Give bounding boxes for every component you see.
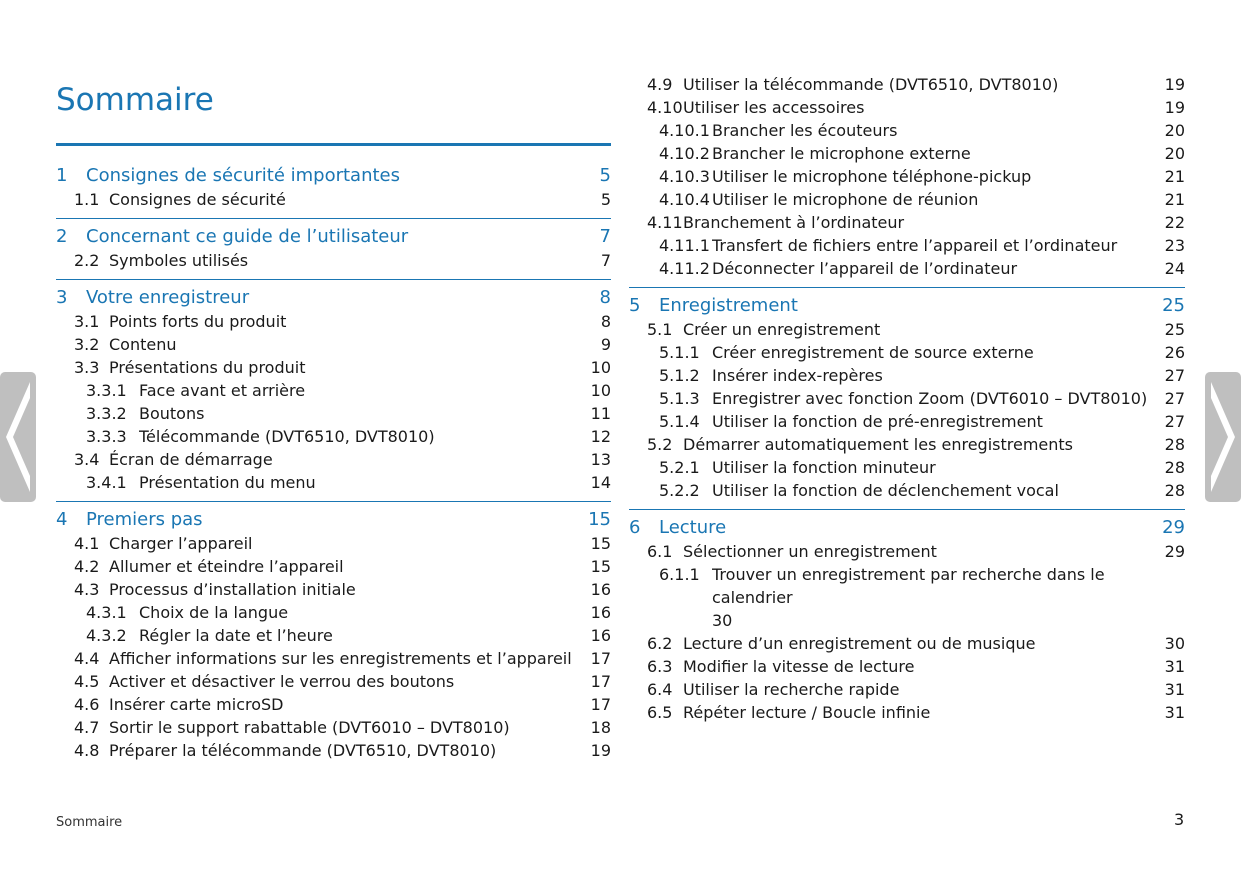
entry-title: Enregistrement [659,295,798,316]
entry-page: 29 [1162,517,1185,538]
entry-number: 3.4.1 [86,473,127,492]
entry-title: Sortir le support rabattable (DVT6010 – DVT8010) [109,718,510,737]
entry-number: 4.11.1 [659,236,710,255]
entry-title: Lecture [659,517,727,538]
toc-subentry[interactable] [629,364,1185,387]
entry-title: Régler la date et l’heure [139,626,333,645]
entry-title: Choix de la langue [139,603,289,622]
entry-title: Concernant ce guide de l’utilisateur [86,226,409,247]
toc-entry[interactable] [56,555,611,578]
toc-entry[interactable] [56,310,611,333]
entry-number: 3.3 [74,358,100,377]
entry-number: 6.5 [647,703,673,722]
toc-chapter-entry[interactable] [629,516,1185,540]
toc-entry[interactable] [629,96,1185,119]
entry-title: Face avant et arrière [139,381,306,400]
entry-page: 12 [590,427,611,446]
entry-title: Trouver un enregistrement par recherche dans le calendrier [712,565,1105,607]
entry-title: Insérer index-repères [712,366,883,385]
toc-subentry[interactable] [629,341,1185,364]
entry-page: 30 [1164,634,1185,653]
toc-entry[interactable] [56,647,611,670]
entry-page: 28 [1164,435,1185,454]
prev-page-button[interactable] [0,372,36,502]
entry-title: Brancher les écouteurs [712,121,898,140]
entry-number: 4.8 [74,741,100,760]
entry-title: Écran de démarrage [109,450,273,469]
entry-page: 17 [590,649,611,668]
next-page-button[interactable] [1205,372,1241,502]
entry-title: Branchement à l’ordinateur [683,213,905,232]
entry-number: 1.1 [74,190,100,209]
entry-page-wrapped: 30 [712,611,733,630]
entry-page: 15 [590,534,611,553]
entry-title: Charger l’appareil [109,534,253,553]
toc-subentry[interactable] [629,119,1185,142]
entry-page: 15 [590,557,611,576]
entry-page: 17 [590,672,611,691]
entry-page: 8 [599,287,611,308]
entry-page: 29 [1164,542,1185,561]
entry-title: Afficher informations sur les enregistrements et l’appareil [109,649,572,668]
entry-page: 31 [1164,703,1185,722]
entry-title: Consignes de sécurité importantes [86,165,400,186]
toc-subentry[interactable] [56,471,611,494]
entry-number: 4.10 [647,98,683,117]
entry-page: 22 [1164,213,1185,232]
entry-title: Allumer et éteindre l’appareil [109,557,344,576]
entry-number: 4.10.2 [659,144,710,163]
entry-title: Enregistrer avec fonction Zoom (DVT6010 – DVT8010) [712,389,1148,408]
title-divider [56,143,611,146]
entry-title: Créer un enregistrement [683,320,881,339]
entry-page: 19 [1164,98,1185,117]
entry-title: Utiliser la télécommande (DVT6510, DVT8010) [683,75,1059,94]
entry-page: 5 [600,190,611,209]
toc-entry[interactable] [629,701,1185,724]
entry-number: 4.5 [74,672,100,691]
entry-number: 2 [56,226,68,247]
entry-title: Points forts du produit [109,312,287,331]
entry-number: 4.11.2 [659,259,710,278]
toc-entry[interactable] [56,188,611,211]
entry-page: 20 [1164,144,1185,163]
entry-page: 17 [590,695,611,714]
toc-entry[interactable] [629,318,1185,341]
entry-number: 6.3 [647,657,673,676]
toc-entry[interactable] [56,448,611,471]
entry-number: 4.1 [74,534,100,553]
toc-entry[interactable] [56,578,611,601]
page-number: 3 [1174,810,1185,829]
toc-right-column [629,73,1185,724]
entry-page: 14 [590,473,611,492]
entry-page: 31 [1164,680,1185,699]
entry-title: Présentations du produit [109,358,306,377]
toc-subentry[interactable] [629,410,1185,433]
entry-title: Utiliser le microphone téléphone-pickup [712,167,1032,186]
entry-number: 4.11 [647,213,683,232]
entry-number: 4.4 [74,649,100,668]
entry-number: 5.1.2 [659,366,700,385]
entry-page: 16 [590,626,611,645]
entry-page: 31 [1164,657,1185,676]
entry-title: Modifier la vitesse de lecture [683,657,915,676]
toc-entry[interactable] [629,632,1185,655]
toc-entry[interactable] [629,433,1185,456]
entry-page: 28 [1164,481,1185,500]
entry-number: 5.2.1 [659,458,700,477]
entry-number: 4.6 [74,695,100,714]
toc-subentry[interactable] [56,425,611,448]
entry-page: 21 [1164,190,1185,209]
toc-entry[interactable] [629,655,1185,678]
toc-left-column [56,164,611,762]
entry-page: 16 [590,603,611,622]
toc-section-4 [56,501,611,762]
entry-number: 6.1 [647,542,673,561]
toc-subentry[interactable] [56,601,611,624]
entry-title: Insérer carte microSD [109,695,284,714]
entry-page: 19 [1164,75,1185,94]
entry-number: 4 [56,509,68,530]
entry-page: 25 [1164,320,1185,339]
entry-title: Activer et désactiver le verrou des boutons [109,672,455,691]
entry-page: 18 [590,718,611,737]
entry-page: 28 [1164,458,1185,477]
entry-title: Lecture d’un enregistrement ou de musique [683,634,1036,653]
toc-chapter-entry[interactable] [56,508,611,532]
toc-subentry[interactable] [56,624,611,647]
entry-title: Utiliser la recherche rapide [683,680,900,699]
entry-title: Premiers pas [86,509,203,530]
entry-title: Transfert de fichiers entre l’appareil et l’ordinateur [712,236,1118,255]
entry-number: 3.2 [74,335,100,354]
toc-subentry[interactable] [629,188,1185,211]
entry-page: 27 [1164,389,1185,408]
entry-title: Préparer la télécommande (DVT6510, DVT8010) [109,741,497,760]
toc-subentry[interactable] [629,165,1185,188]
toc-entry[interactable] [56,670,611,693]
entry-page: 10 [590,381,611,400]
toc-section-4-continued [629,73,1185,280]
toc-section-1 [56,164,611,211]
toc-subentry[interactable] [56,402,611,425]
entry-number: 5.1.3 [659,389,700,408]
entry-title: Utiliser la fonction de déclenchement vocal [712,481,1059,500]
toc-subentry[interactable] [629,456,1185,479]
entry-number: 3.3.2 [86,404,127,423]
entry-title: Démarrer automatiquement les enregistrements [683,435,1073,454]
entry-number: 3.3.3 [86,427,127,446]
entry-number: 5.1.4 [659,412,700,431]
entry-number: 4.10.3 [659,167,710,186]
toc-chapter-entry[interactable] [56,286,611,310]
entry-page: 9 [600,335,611,354]
entry-number: 4.3.1 [86,603,127,622]
entry-page: 27 [1164,412,1185,431]
entry-title: Utiliser les accessoires [683,98,865,117]
entry-number: 1 [56,165,68,186]
page-title: Sommaire [56,82,214,118]
toc-chapter-entry[interactable] [629,294,1185,318]
toc-chapter-entry[interactable] [56,164,611,188]
entry-number: 4.2 [74,557,100,576]
toc-section-2 [56,218,611,272]
entry-title: Symboles utilisés [109,251,249,270]
entry-page: 26 [1164,343,1185,362]
entry-title: Utiliser la fonction de pré-enregistrement [712,412,1043,431]
entry-page: 27 [1164,366,1185,385]
toc-subentry[interactable] [56,379,611,402]
toc-entry[interactable] [56,249,611,272]
entry-number: 5.2 [647,435,673,454]
entry-number: 5.1 [647,320,673,339]
entry-number: 6.1.1 [659,565,700,584]
entry-number: 3.1 [74,312,100,331]
toc-chapter-entry[interactable] [56,225,611,249]
entry-page: 16 [590,580,611,599]
entry-number: 4.9 [647,75,673,94]
chevron-left-icon [0,372,36,502]
entry-number: 4.3 [74,580,100,599]
entry-title: Brancher le microphone externe [712,144,971,163]
entry-title: Utiliser le microphone de réunion [712,190,979,209]
toc-subentry[interactable] [629,479,1185,502]
entry-number: 4.10.1 [659,121,710,140]
entry-page: 21 [1164,167,1185,186]
toc-subentry[interactable] [629,234,1185,257]
entry-number: 4.10.4 [659,190,710,209]
entry-title: Créer enregistrement de source externe [712,343,1034,362]
toc-subentry[interactable] [629,257,1185,280]
entry-title: Sélectionner un enregistrement [683,542,937,561]
toc-section-5 [629,287,1185,502]
toc-entry[interactable] [56,333,611,356]
toc-section-6 [629,509,1185,724]
entry-number: 5 [629,295,641,316]
entry-number: 4.3.2 [86,626,127,645]
entry-number: 4.7 [74,718,100,737]
entry-title: Utiliser la fonction minuteur [712,458,936,477]
toc-section-3 [56,279,611,494]
entry-title: Présentation du menu [139,473,316,492]
entry-title: Répéter lecture / Boucle infinie [683,703,931,722]
toc-entry[interactable] [56,356,611,379]
toc-entry[interactable] [56,739,611,762]
entry-page: 13 [590,450,611,469]
entry-number: 6.4 [647,680,673,699]
entry-number: 5.1.1 [659,343,700,362]
toc-entry[interactable] [629,540,1185,563]
entry-number: 5.2.2 [659,481,700,500]
toc-subentry[interactable] [629,387,1185,410]
chevron-right-icon [1205,372,1241,502]
entry-number: 2.2 [74,251,100,270]
entry-title: Processus d’installation initiale [109,580,356,599]
entry-page: 7 [600,251,611,270]
entry-page: 24 [1164,259,1185,278]
entry-title: Télécommande (DVT6510, DVT8010) [139,427,435,446]
footer-section-label: Sommaire [56,815,123,830]
entry-page: 19 [590,741,611,760]
toc-subentry[interactable] [629,142,1185,165]
toc-entry[interactable] [56,716,611,739]
entry-title: Déconnecter l’appareil de l’ordinateur [712,259,1018,278]
entry-page: 7 [599,226,611,247]
entry-page: 8 [600,312,611,331]
entry-number: 3.3.1 [86,381,127,400]
entry-number: 6 [629,517,641,538]
entry-title: Votre enregistreur [86,287,250,308]
entry-page: 15 [588,509,611,530]
toc-entry[interactable] [56,532,611,555]
entry-page: 20 [1164,121,1185,140]
toc-subentry[interactable] [629,563,1185,609]
entry-page: 23 [1164,236,1185,255]
entry-title: Consignes de sécurité [109,190,286,209]
entry-page: 11 [590,404,611,423]
toc-entry[interactable] [56,693,611,716]
entry-page: 5 [599,165,611,186]
entry-number: 3 [56,287,68,308]
entry-number: 3.4 [74,450,100,469]
toc-entry[interactable] [629,73,1185,96]
toc-entry[interactable] [629,211,1185,234]
entry-title: Contenu [109,335,177,354]
entry-title: Boutons [139,404,205,423]
toc-entry[interactable] [629,678,1185,701]
entry-page: 25 [1162,295,1185,316]
entry-page: 10 [590,358,611,377]
entry-number: 6.2 [647,634,673,653]
